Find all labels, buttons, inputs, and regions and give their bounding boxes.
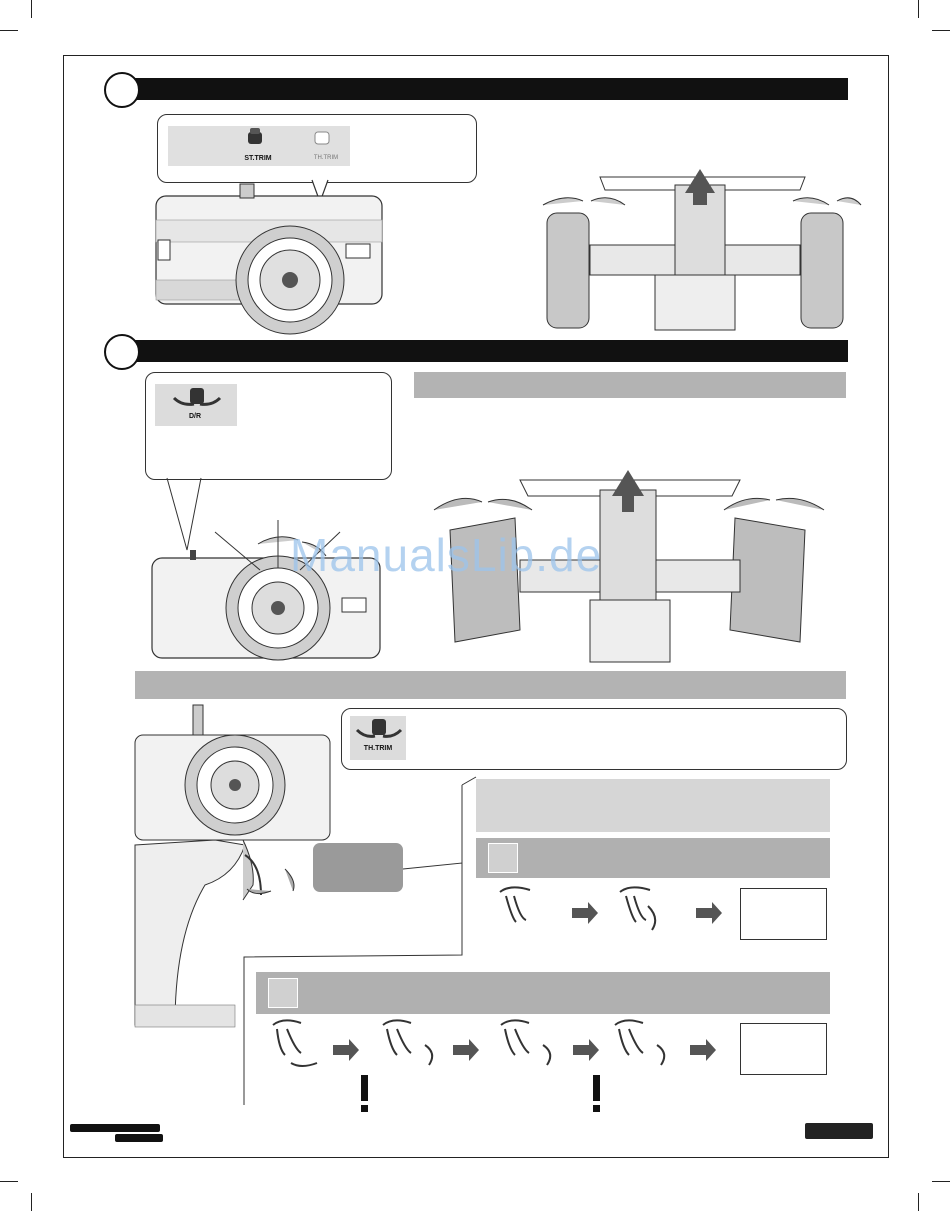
dr-label: D/R — [188, 413, 202, 420]
blitz-logo — [805, 1121, 875, 1141]
procedure-b-result-box — [740, 1023, 827, 1075]
procedure-a-result-box — [740, 888, 827, 940]
crop-mark — [932, 30, 950, 31]
dr-knob-icon — [172, 384, 222, 414]
crop-mark — [918, 0, 919, 18]
section-2-number-circle — [104, 334, 140, 370]
st-trim-label: ST.TRIM — [244, 155, 272, 162]
crop-mark — [31, 0, 32, 18]
th-trim-small-label: TH.TRIM — [313, 155, 339, 161]
chassis-front-view — [535, 165, 860, 335]
crop-mark — [0, 1181, 18, 1182]
section-2-subheader-bar — [414, 372, 846, 398]
th-trim-label: TH.TRIM — [363, 745, 393, 752]
crop-mark — [932, 1181, 950, 1182]
section-1-header-bar — [118, 78, 848, 100]
procedure-a-square — [488, 843, 518, 873]
procedure-b-steps — [265, 1015, 735, 1115]
section-2-header-bar — [118, 340, 848, 362]
crop-mark — [31, 1193, 32, 1211]
hpi-racing-logo — [70, 1120, 170, 1144]
procedure-a-bar — [476, 838, 830, 878]
transmitter-top-view — [150, 180, 390, 320]
procedure-header-panel — [476, 779, 830, 832]
crop-mark — [918, 1193, 919, 1211]
crop-mark — [0, 30, 18, 31]
th-trim-knob-icon — [355, 716, 405, 746]
th-trim-callout — [341, 708, 847, 770]
procedure-b-square — [268, 978, 298, 1008]
watermark: ManualsLib.de — [290, 529, 603, 581]
section-3-header-bar — [135, 671, 846, 699]
section-1-number-circle — [104, 72, 140, 108]
procedure-b-bar — [256, 972, 830, 1014]
